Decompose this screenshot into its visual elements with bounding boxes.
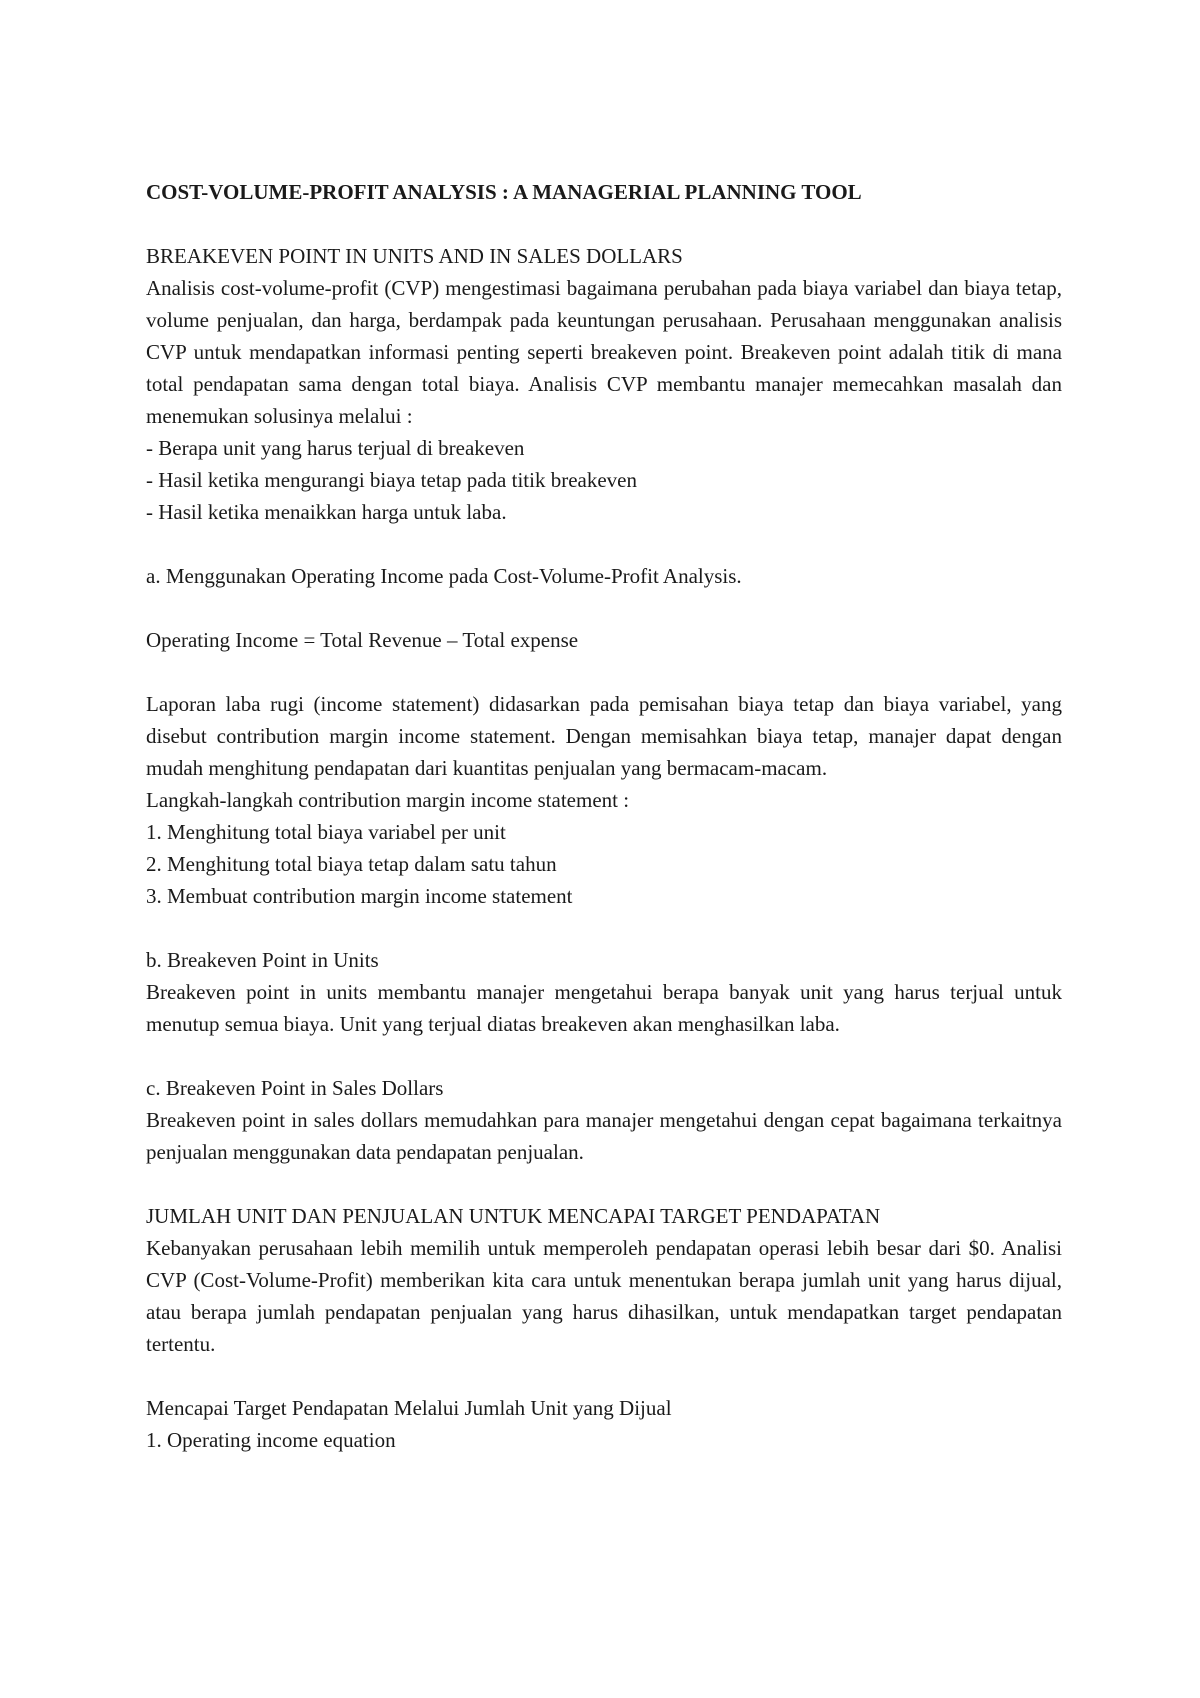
subsection-heading-b: b. Breakeven Point in Units <box>146 948 379 972</box>
bullet-item: - Hasil ketika mengurangi biaya tetap pada titik breakeven <box>146 468 637 492</box>
list-item-equation: 1. Operating income equation <box>146 1428 396 1452</box>
subsection-heading-c: c. Breakeven Point in Sales Dollars <box>146 1076 444 1100</box>
bullet-item: - Berapa unit yang harus terjual di breakeven <box>146 436 525 460</box>
step-item: 2. Menghitung total biaya tetap dalam satu tahun <box>146 852 557 876</box>
subsection-heading-a: a. Menggunakan Operating Income pada Cost-Volume-Profit Analysis. <box>146 564 742 588</box>
section-heading-breakeven: BREAKEVEN POINT IN UNITS AND IN SALES DOLLARS <box>146 244 683 268</box>
document-title: COST-VOLUME-PROFIT ANALYSIS : A MANAGERIAL PLANNING TOOL <box>146 180 862 204</box>
paragraph-breakeven-sales: Breakeven point in sales dollars memudahkan para manajer mengetahui dengan cepat bagaimana terkaitnya penjualan menggunakan data pendapatan penjualan. <box>146 1108 1062 1164</box>
bullet-item: - Hasil ketika menaikkan harga untuk laba. <box>146 500 507 524</box>
steps-intro: Langkah-langkah contribution margin income statement : <box>146 788 630 812</box>
paragraph-breakeven-units: Breakeven point in units membantu manajer mengetahui berapa banyak unit yang harus terjual untuk menutup semua biaya. Unit yang terjual diatas breakeven akan menghasilkan laba. <box>146 980 1062 1036</box>
paragraph-income-statement: Laporan laba rugi (income statement) didasarkan pada pemisahan biaya tetap dan biaya variabel, yang disebut contribution margin income statement. Dengan memisahkan biaya tetap, manajer dapat dengan mudah menghitung pendapatan dari kuantitas penjualan yang bermacam-macam. <box>146 692 1062 780</box>
document-page <box>146 176 1062 1456</box>
step-item: 3. Membuat contribution margin income statement <box>146 884 573 908</box>
formula-operating-income: Operating Income = Total Revenue – Total expense <box>146 628 579 652</box>
step-item: 1. Menghitung total biaya variabel per unit <box>146 820 506 844</box>
subsection-heading-target-units: Mencapai Target Pendapatan Melalui Jumlah Unit yang Dijual <box>146 1396 672 1420</box>
section-heading-target: JUMLAH UNIT DAN PENJUALAN UNTUK MENCAPAI TARGET PENDAPATAN <box>146 1204 881 1228</box>
paragraph-target-income: Kebanyakan perusahaan lebih memilih untuk memperoleh pendapatan operasi lebih besar dari $0. Analisi CVP (Cost-Volume-Profit) memberikan kita cara untuk menentukan berapa jumlah unit yang harus dijual, atau berapa jumlah pendapatan penjualan yang harus dihasilkan, untuk mendapatkan target pendapatan tertentu. <box>146 1236 1062 1356</box>
intro-paragraph: Analisis cost-volume-profit (CVP) mengestimasi bagaimana perubahan pada biaya variabel dan biaya tetap, volume penjualan, dan harga, berdampak pada keuntungan perusahaan. Perusahaan menggunakan analisis CVP untuk mendapatkan informasi penting seperti breakeven point. Breakeven point adalah titik di mana total pendapatan sama dengan total biaya. Analisis CVP membantu manajer memecahkan masalah dan menemukan solusinya melalui : <box>146 276 1062 428</box>
